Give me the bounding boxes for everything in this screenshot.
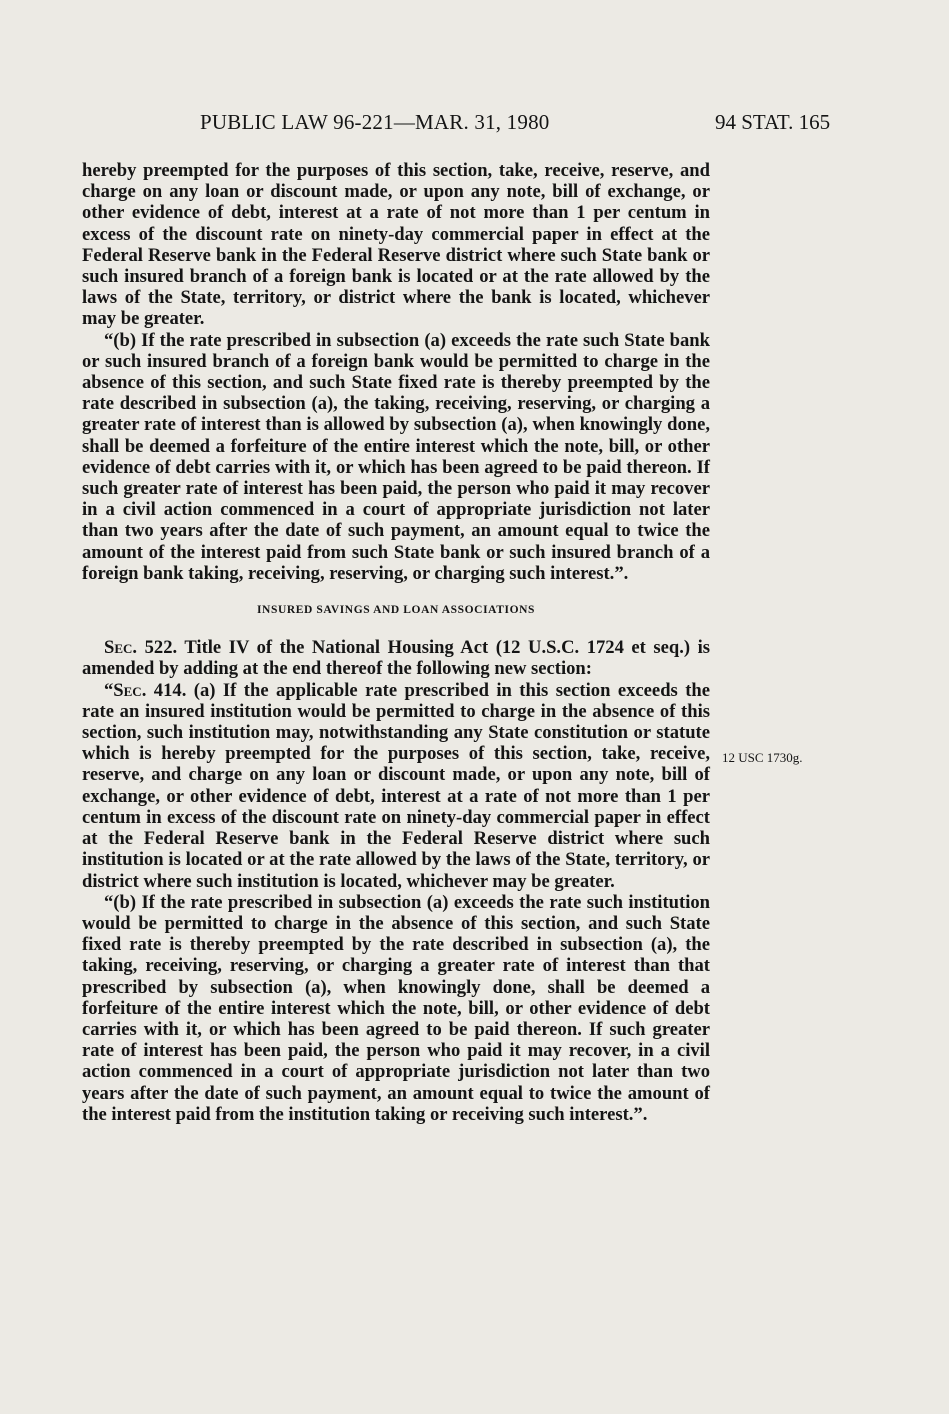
- section-heading: INSURED SAVINGS AND LOAN ASSOCIATIONS: [256, 604, 536, 617]
- sec-label: Sec.: [104, 637, 138, 659]
- page-header-stat: 94 STAT. 165: [715, 110, 831, 134]
- page-header-title: PUBLIC LAW 96-221—MAR. 31, 1980: [200, 110, 550, 134]
- paragraph-sec-414-b: “(b) If the rate prescribed in subsection (a) exceeds the rate such institution would be permitted to charge in the absence of this section, and such State fixed rate is thereby preempted by the rate described in subsection (a), the taking, receiving, reserving, or charging a greater rate of interest than that prescribed by subsection (a), when knowingly done, shall be deemed a forfeiture of the entire interest which the note, bill, or other evidence of debt carries with it, or which has been agreed to be paid thereon. If such greater rate of interest has been paid, the person who paid it may recover, in a civil action commenced in a court of appropriate jurisdiction not later than two years after the date of such payment, an amount equal to twice the amount of the interest paid from the institution taking or receiving such interest.”.: [82, 891, 710, 1125]
- paragraph-sec-414: [82, 680, 710, 892]
- paragraph-sec-522: [82, 637, 710, 679]
- paragraph-continuation: hereby preempted for the purposes of this section, take, receive, reserve, and charge on any loan or discount made, or upon any note, bill of exchange, or other evidence of debt, interest at a rate of not more than 1 per centum in excess of the discount rate on ninety-day commercial paper in effect at the Federal Reserve bank in the Federal Reserve district where such State bank or such insured branch of a foreign bank is located or at the rate allowed by the laws of the State, territory, or district where the bank is located, whichever may be greater.: [82, 160, 710, 330]
- margin-note-usc: 12 USC 1730g.: [722, 750, 803, 765]
- paragraph-subsection-b: “(b) If the rate prescribed in subsection (a) exceeds the rate such State bank or such insured branch of a foreign bank would be permitted to charge in the absence of this section, and such State fixed rate is thereby preempted by the rate described in subsection (a), the taking, receiving, reserving, or charging a greater rate of interest than is allowed by subsection (a), when knowingly done, shall be deemed a forfeiture of the entire interest which the note, bill, or other evidence of debt carries with it, or which has been agreed to be paid thereon. If such greater rate of interest has been paid, the person who paid it may recover in a civil action commenced in a court of appropriate jurisdiction not later than two years after the date of such payment, an amount equal to twice the amount of the interest paid from such State bank or such insured branch of a foreign bank taking, receiving, reserving, or charging such interest.”.: [82, 329, 710, 584]
- open-quote: “: [104, 679, 114, 701]
- sec-414-text: 414. (a) If the applicable rate prescribed in this section exceeds the rate an insured institution would be permitted to charge in the absence of this section, such institution may, notwithstanding any State constitution or statute which is hereby preempted for the purposes of this section, take, receive, reserve, and charge on any loan or discount made, or upon any note, bill of exchange, or other evidence of debt, interest at a rate of not more than 1 per centum in excess of the discount rate on ninety-day commercial paper in effect at the Federal Reserve bank in the Federal Reserve district where such institution is located or at the rate allowed by the laws of the State, territory, or district where such institution is located, whichever may be greater.: [82, 679, 710, 892]
- sec-label: Sec.: [113, 679, 147, 701]
- sec-522-text: 522. Title IV of the National Housing Act (12 U.S.C. 1724 et seq.) is amended by adding at the end thereof the following new section:: [82, 637, 710, 680]
- body-text: [82, 160, 710, 1125]
